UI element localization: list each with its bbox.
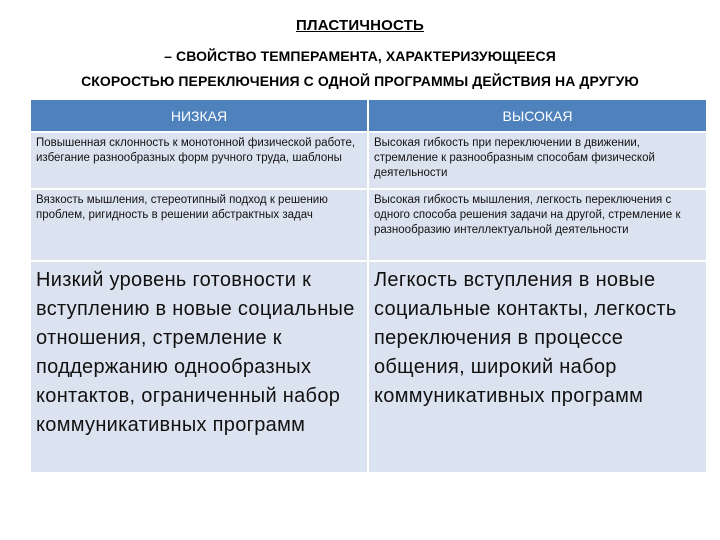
table-header-row [31,100,706,132]
cell-low-physical: Повышенная склонность к монотонной физической работе, избегание разнообразных форм ручного труда, шаблоны [31,132,368,189]
cell-high-social: Легкость вступления в новые социальные контакты, легкость переключения в процессе общения, широкий набор коммуникативных программ [368,261,706,473]
subtitle-line-2: СКОРОСТЬЮ ПЕРЕКЛЮЧЕНИЯ С ОДНОЙ ПРОГРАММЫ ДЕЙСТВИЯ НА ДРУГУЮ [81,73,639,89]
table-row [31,261,706,473]
cell-high-physical: Высокая гибкость при переключении в движении, стремление к разнообразным способам физической деятельности [368,132,706,189]
page-title: ПЛАСТИЧНОСТЬ [295,17,424,34]
subtitle-line-1: – СВОЙСТВО ТЕМПЕРАМЕНТА, ХАРАКТЕРИЗУЮЩЕЕСЯ [164,48,556,64]
header-high: ВЫСОКАЯ [368,100,706,132]
table-row [31,132,706,189]
cell-high-thinking: Высокая гибкость мышления, легкость переключения с одного способа решения задачи на другой, стремление к разнообразию интеллектуальной деятельности [368,189,706,261]
header-low: НИЗКАЯ [31,100,368,132]
cell-low-social: Низкий уровень готовности к вступлению в новые социальные отношения, стремление к поддержанию однообразных контактов, ограниченный набор коммуникативных программ [31,261,368,473]
cell-low-thinking: Вязкость мышления, стереотипный подход к решению проблем, ригидность в решении абстрактных задач [31,189,368,261]
comparison-table [31,100,706,474]
table-row [31,189,706,261]
